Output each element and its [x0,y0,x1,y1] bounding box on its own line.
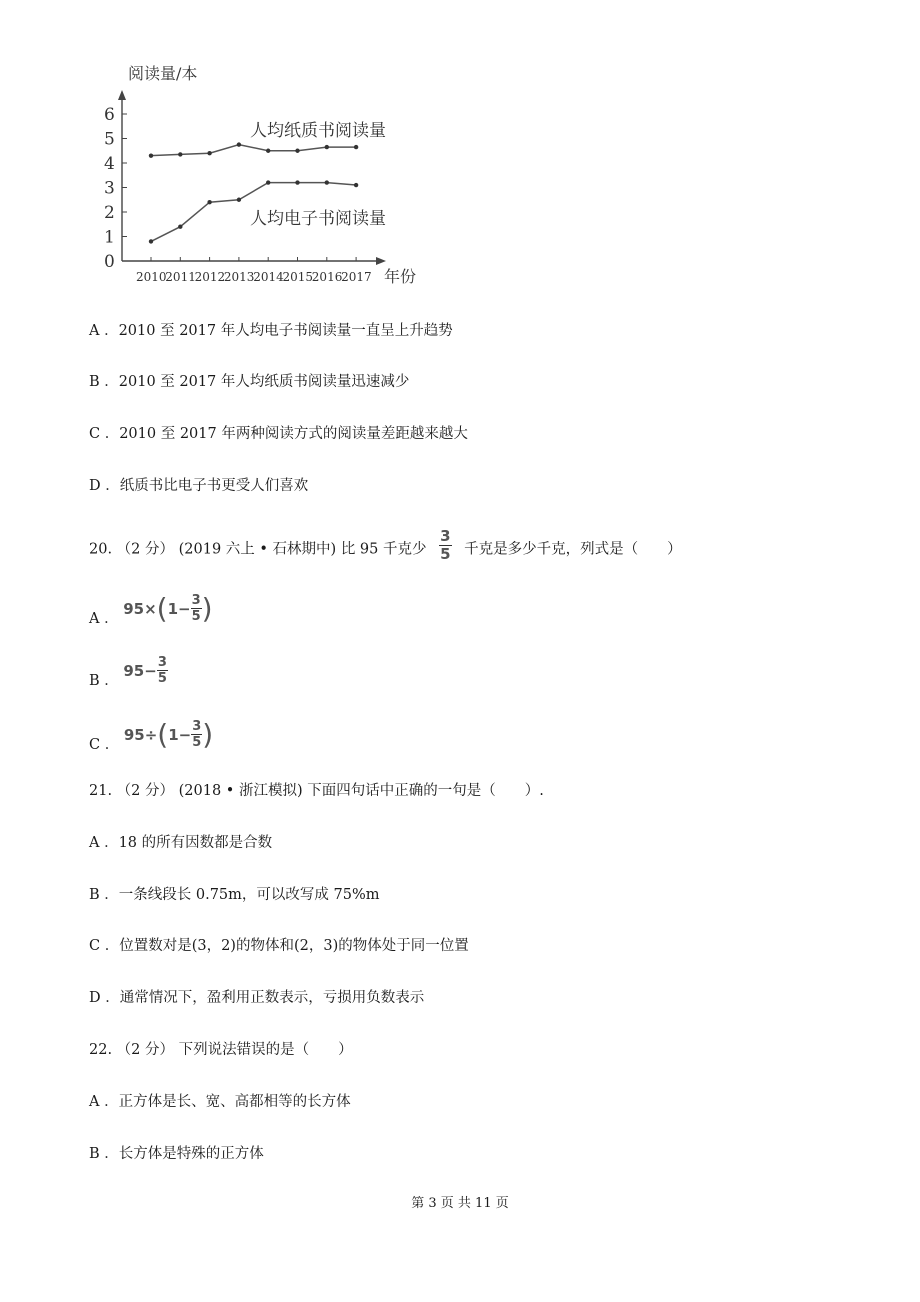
frac-numerator: 3 [192,719,202,734]
frac-denominator: 5 [440,545,451,563]
q22-option-a: A ．正方体是长、宽、高都相等的长方体 [89,1094,351,1110]
x-tick-label: 2011 [165,270,196,284]
chart-axes [118,90,386,265]
data-point [207,200,211,204]
q20-option-b-expr [123,656,168,685]
data-point [266,180,270,184]
page-footer: 第 3 页 共 11 页 [411,1196,509,1211]
frac-denominator: 5 [157,671,167,686]
y-tick-label: 3 [104,178,115,199]
expr-prefix: 95÷ [123,725,158,744]
q22-stem: 22. （2 分） 下列说法错误的是（ ） [89,1042,353,1058]
x-tick-label: 2015 [282,270,314,284]
y-tick-label: 0 [104,252,115,272]
y-tick-labels [104,105,127,272]
series-label-ebook: 人均电子书阅读量 [250,209,386,229]
x-tick-label: 2010 [136,270,167,284]
q20-stem [89,527,682,566]
q21-option-d: D ．通常情况下，盈利用正数表示，亏损用负数表示 [89,990,425,1006]
q20-option-a [89,591,213,627]
x-tick-label: 2014 [253,270,284,284]
open-paren: ( [157,717,169,751]
data-point [325,180,329,184]
expr-prefix: 95× [123,599,157,618]
frac-numerator: 3 [157,655,167,670]
x-tick-label: 2013 [223,270,255,284]
y-tick-label: 6 [104,105,115,125]
frac-numerator: 3 [191,593,201,608]
y-tick-label: 1 [104,227,115,248]
y-tick-label: 2 [104,203,115,223]
reading-line-chart [100,56,440,291]
q20-option-c-expr [123,717,214,751]
series-label-paper: 人均纸质书阅读量 [250,121,386,141]
q19-option-b: B ．2010 至 2017 年人均纸质书阅读量迅速减少 [89,374,410,390]
data-point [295,180,299,184]
frac-denominator: 5 [191,609,201,624]
frac-numerator: 3 [440,527,451,545]
data-point [178,152,182,156]
q21-option-c: C ．位置数对是(3，2)的物体和(2，3)的物体处于同一位置 [89,938,469,954]
q20-option-a-expr [123,591,213,625]
q19-option-c: C ．2010 至 2017 年两种阅读方式的阅读量差距越来越大 [89,426,468,442]
data-point [149,153,153,157]
expr-prefix: 95− [123,661,157,680]
open-paren: ( [156,591,168,625]
data-point [237,198,241,202]
y-axis-arrow [118,90,126,100]
close-paren: ) [201,591,213,625]
q20-stem-after: 千克是多少千克，列式是（ ） [464,541,682,558]
y-axis-label: 阅读量/本 [128,64,198,83]
q20-option-b-label: B ． [89,672,119,689]
x-axis-label: 年份 [384,267,417,286]
x-axis-arrow [376,257,386,265]
q22-option-b: B ．长方体是特殊的正方体 [89,1146,264,1162]
x-tick-label: 2017 [341,270,372,284]
y-tick-label: 4 [104,154,115,174]
y-tick-label: 5 [104,129,115,150]
close-paren: ) [202,717,214,751]
q20-option-c [89,717,214,753]
x-tick-label: 2016 [311,270,343,284]
data-point [354,145,358,149]
frac-denominator: 5 [192,735,202,750]
x-tick-label: 2012 [194,270,226,284]
q20-option-a-label: A ． [89,610,119,627]
q21-option-a: A ．18 的所有因数都是合数 [89,835,273,851]
data-point [295,149,299,153]
q20-option-b [89,655,168,689]
q20-stem-before: 20. （2 分） (2019 六上 • 石林期中) 比 95 千克少 [89,541,427,558]
q20-fraction [439,529,451,562]
data-point [266,149,270,153]
data-point [237,142,241,146]
expr-one-minus: 1− [167,599,191,618]
data-point [354,183,358,187]
q19-option-d: D ．纸质书比电子书更受人们喜欢 [89,478,309,494]
expr-one-minus: 1− [168,725,192,744]
q21-option-b: B ．一条线段长 0.75m，可以改写成 75%m [89,887,380,903]
data-point [207,151,211,155]
data-point [149,239,153,243]
q21-stem: 21. （2 分） (2018 • 浙江模拟) 下面四句话中正确的一句是（ ）. [89,783,544,799]
data-point [325,145,329,149]
data-point [178,225,182,229]
q19-option-a: A ．2010 至 2017 年人均电子书阅读量一直呈上升趋势 [89,323,453,339]
q20-option-c-label: C ． [89,736,120,753]
